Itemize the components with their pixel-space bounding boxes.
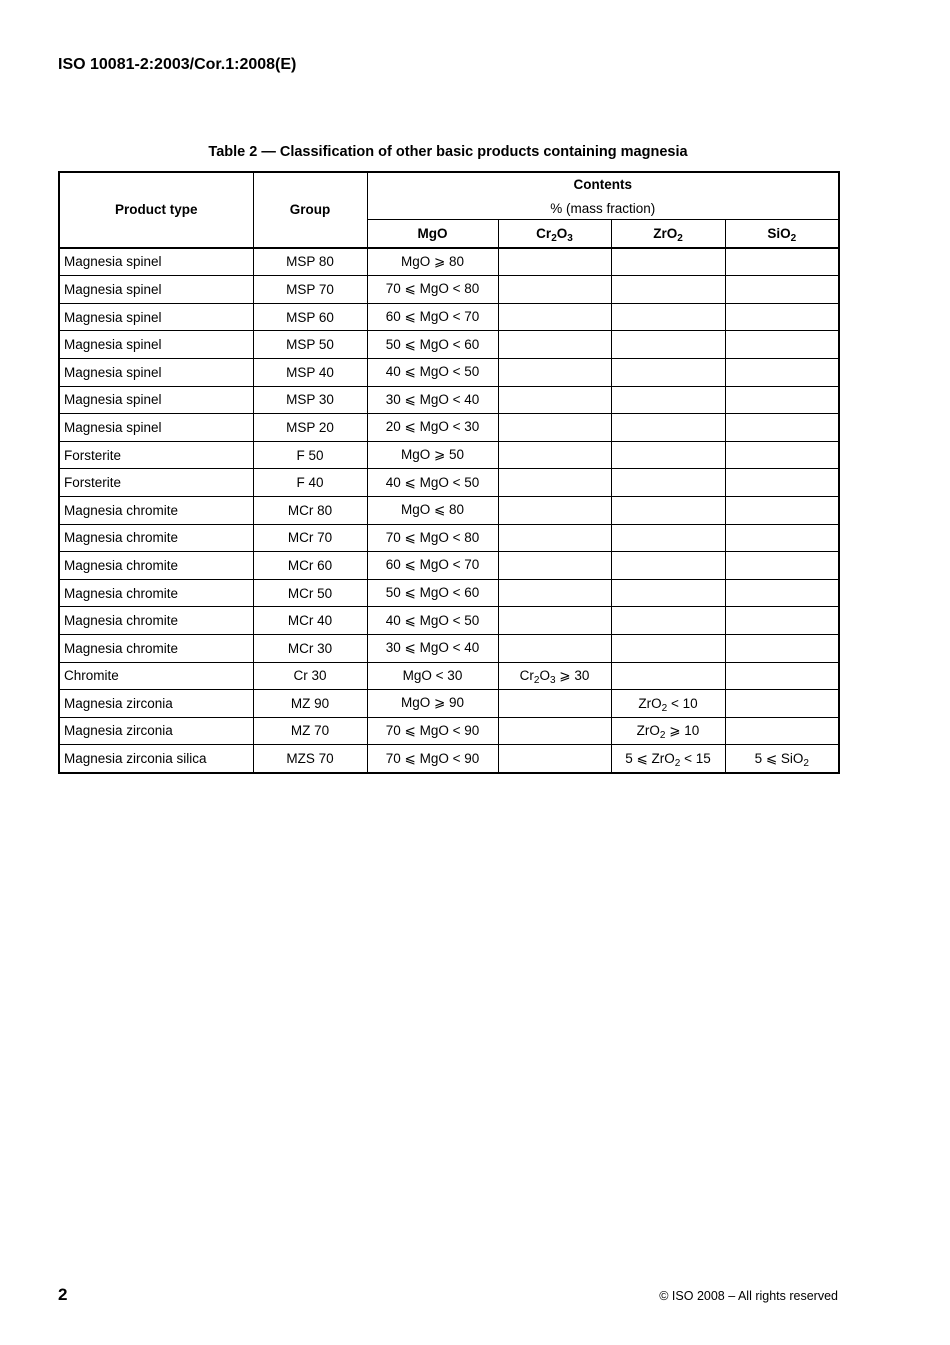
cell-group: MZ 90 — [253, 690, 367, 718]
table-row — [59, 634, 839, 662]
cell-cr2o3 — [498, 690, 611, 718]
cell-zro2 — [611, 276, 725, 304]
cell-mgo: MgO < 30 — [367, 662, 498, 690]
cell-zro2 — [611, 662, 725, 690]
cell-sio2 — [725, 579, 839, 607]
cell-group: F 50 — [253, 441, 367, 469]
cell-cr2o3 — [498, 745, 611, 773]
cell-zro2 — [611, 358, 725, 386]
table-row — [59, 552, 839, 580]
cell-zro2 — [611, 607, 725, 635]
cell-mgo: 50 ⩽ MgO < 60 — [367, 331, 498, 359]
cell-mgo: 40 ⩽ MgO < 50 — [367, 607, 498, 635]
table-row — [59, 717, 839, 745]
cell-product-type: Magnesia zirconia — [59, 717, 253, 745]
cell-zro2 — [611, 441, 725, 469]
cell-sio2 — [725, 441, 839, 469]
header-zro2: ZrO$_2$ — [611, 220, 725, 248]
table-row — [59, 690, 839, 718]
cell-cr2o3 — [498, 496, 611, 524]
cell-product-type: Magnesia spinel — [59, 303, 253, 331]
cell-mgo: 70 ⩽ MgO < 90 — [367, 717, 498, 745]
cell-group: MCr 40 — [253, 607, 367, 635]
cell-zro2 — [611, 331, 725, 359]
cell-group: MSP 40 — [253, 358, 367, 386]
cell-product-type: Magnesia spinel — [59, 386, 253, 414]
cell-mgo: MgO ⩾ 90 — [367, 690, 498, 718]
cell-product-type: Magnesia chromite — [59, 607, 253, 635]
table-row — [59, 248, 839, 276]
cell-mgo: 40 ⩽ MgO < 50 — [367, 358, 498, 386]
cell-cr2o3 — [498, 358, 611, 386]
cell-zro2 — [611, 469, 725, 497]
table-row — [59, 331, 839, 359]
document-id: ISO 10081-2:2003/Cor.1:2008(E) — [58, 56, 297, 73]
cell-product-type: Magnesia spinel — [59, 331, 253, 359]
table-row — [59, 496, 839, 524]
cell-product-type: Magnesia zirconia silica — [59, 745, 253, 773]
cell-sio2 — [725, 276, 839, 304]
cell-zro2: ZrO$_2$ ⩾ 10 — [611, 717, 725, 745]
cell-zro2 — [611, 386, 725, 414]
cell-sio2 — [725, 607, 839, 635]
cell-cr2o3 — [498, 717, 611, 745]
cell-zro2 — [611, 414, 725, 442]
cell-mgo: 30 ⩽ MgO < 40 — [367, 634, 498, 662]
cell-sio2 — [725, 717, 839, 745]
cell-product-type: Magnesia spinel — [59, 248, 253, 276]
cell-zro2 — [611, 524, 725, 552]
table-title: Table 2 — Classification of other basic products containing magnesia — [208, 144, 688, 160]
page-number: 2 — [58, 1285, 68, 1304]
cell-sio2 — [725, 303, 839, 331]
header-row-1 — [59, 172, 839, 220]
cell-product-type: Magnesia spinel — [59, 358, 253, 386]
cell-sio2 — [725, 331, 839, 359]
header-contents — [367, 172, 839, 220]
cell-group: MCr 70 — [253, 524, 367, 552]
cell-zro2 — [611, 248, 725, 276]
cell-group: MCr 50 — [253, 579, 367, 607]
cell-group: MSP 50 — [253, 331, 367, 359]
header-sio2: SiO$_2$ — [725, 220, 839, 248]
cell-cr2o3 — [498, 386, 611, 414]
cell-mgo: MgO ⩽ 80 — [367, 496, 498, 524]
cell-sio2 — [725, 552, 839, 580]
cell-group: MCr 30 — [253, 634, 367, 662]
cell-group: MSP 30 — [253, 386, 367, 414]
cell-sio2 — [725, 386, 839, 414]
cell-product-type: Magnesia chromite — [59, 634, 253, 662]
cell-zro2 — [611, 634, 725, 662]
table-row — [59, 276, 839, 304]
table-row — [59, 386, 839, 414]
cell-mgo: MgO ⩾ 50 — [367, 441, 498, 469]
table-row — [59, 441, 839, 469]
cell-zro2 — [611, 552, 725, 580]
table-row — [59, 607, 839, 635]
header-cr2o3: $Cr_2O_3$ — [498, 220, 611, 248]
cell-product-type: Magnesia spinel — [59, 414, 253, 442]
cell-cr2o3 — [498, 552, 611, 580]
cell-cr2o3 — [498, 469, 611, 497]
cell-mgo: 60 ⩽ MgO < 70 — [367, 303, 498, 331]
cell-sio2: 5 ⩽ SiO$_2$ — [725, 745, 839, 773]
cell-sio2 — [725, 358, 839, 386]
cell-sio2 — [725, 248, 839, 276]
cell-cr2o3: $Cr_2O_3$ ⩾ 30 — [498, 662, 611, 690]
cell-cr2o3 — [498, 276, 611, 304]
cell-sio2 — [725, 634, 839, 662]
table-row — [59, 358, 839, 386]
copyright-notice: © ISO 2008 – All rights reserved — [659, 1289, 838, 1303]
table-row — [59, 745, 839, 773]
cell-cr2o3 — [498, 579, 611, 607]
cell-cr2o3 — [498, 441, 611, 469]
cell-sio2 — [725, 469, 839, 497]
cell-mgo: 50 ⩽ MgO < 60 — [367, 579, 498, 607]
cell-product-type: Magnesia spinel — [59, 276, 253, 304]
classification-table — [58, 171, 840, 774]
cell-mgo: 70 ⩽ MgO < 80 — [367, 276, 498, 304]
cell-sio2 — [725, 414, 839, 442]
cell-cr2o3 — [498, 414, 611, 442]
cell-mgo: 70 ⩽ MgO < 90 — [367, 745, 498, 773]
cell-group: MSP 70 — [253, 276, 367, 304]
cell-group: Cr 30 — [253, 662, 367, 690]
contents-label: Contents — [573, 177, 633, 192]
cell-group: MCr 80 — [253, 496, 367, 524]
cell-group: MSP 60 — [253, 303, 367, 331]
table-row — [59, 414, 839, 442]
table-body — [59, 248, 839, 773]
cell-product-type: Chromite — [59, 662, 253, 690]
cell-mgo: MgO ⩾ 80 — [367, 248, 498, 276]
cell-zro2: ZrO$_2$ < 10 — [611, 690, 725, 718]
table-row — [59, 579, 839, 607]
table-row — [59, 524, 839, 552]
header-product-type: Product type — [59, 172, 253, 248]
cell-cr2o3 — [498, 303, 611, 331]
cell-product-type: Magnesia chromite — [59, 524, 253, 552]
cell-zro2 — [611, 303, 725, 331]
cell-sio2 — [725, 524, 839, 552]
cell-mgo: 40 ⩽ MgO < 50 — [367, 469, 498, 497]
cell-sio2 — [725, 662, 839, 690]
header-group: Group — [253, 172, 367, 248]
cell-zro2 — [611, 579, 725, 607]
cell-group: MSP 80 — [253, 248, 367, 276]
cell-cr2o3 — [498, 331, 611, 359]
cell-product-type: Magnesia chromite — [59, 496, 253, 524]
cell-group: MZS 70 — [253, 745, 367, 773]
cell-cr2o3 — [498, 607, 611, 635]
cell-zro2: 5 ⩽ ZrO$_2$ < 15 — [611, 745, 725, 773]
table-row — [59, 303, 839, 331]
cell-cr2o3 — [498, 248, 611, 276]
table-row — [59, 469, 839, 497]
cell-cr2o3 — [498, 634, 611, 662]
cell-product-type: Magnesia chromite — [59, 579, 253, 607]
cell-product-type: Magnesia zirconia — [59, 690, 253, 718]
cell-product-type: Forsterite — [59, 469, 253, 497]
cell-product-type: Magnesia chromite — [59, 552, 253, 580]
cell-group: MCr 60 — [253, 552, 367, 580]
cell-group: F 40 — [253, 469, 367, 497]
cell-group: MZ 70 — [253, 717, 367, 745]
table-row — [59, 662, 839, 690]
cell-sio2 — [725, 496, 839, 524]
cell-product-type: Forsterite — [59, 441, 253, 469]
contents-unit: % (mass fraction) — [550, 201, 656, 216]
cell-mgo: 70 ⩽ MgO < 80 — [367, 524, 498, 552]
header-mgo: MgO — [367, 220, 498, 248]
cell-mgo: 60 ⩽ MgO < 70 — [367, 552, 498, 580]
cell-cr2o3 — [498, 524, 611, 552]
cell-mgo: 30 ⩽ MgO < 40 — [367, 386, 498, 414]
cell-sio2 — [725, 690, 839, 718]
cell-group: MSP 20 — [253, 414, 367, 442]
cell-mgo: 20 ⩽ MgO < 30 — [367, 414, 498, 442]
cell-zro2 — [611, 496, 725, 524]
